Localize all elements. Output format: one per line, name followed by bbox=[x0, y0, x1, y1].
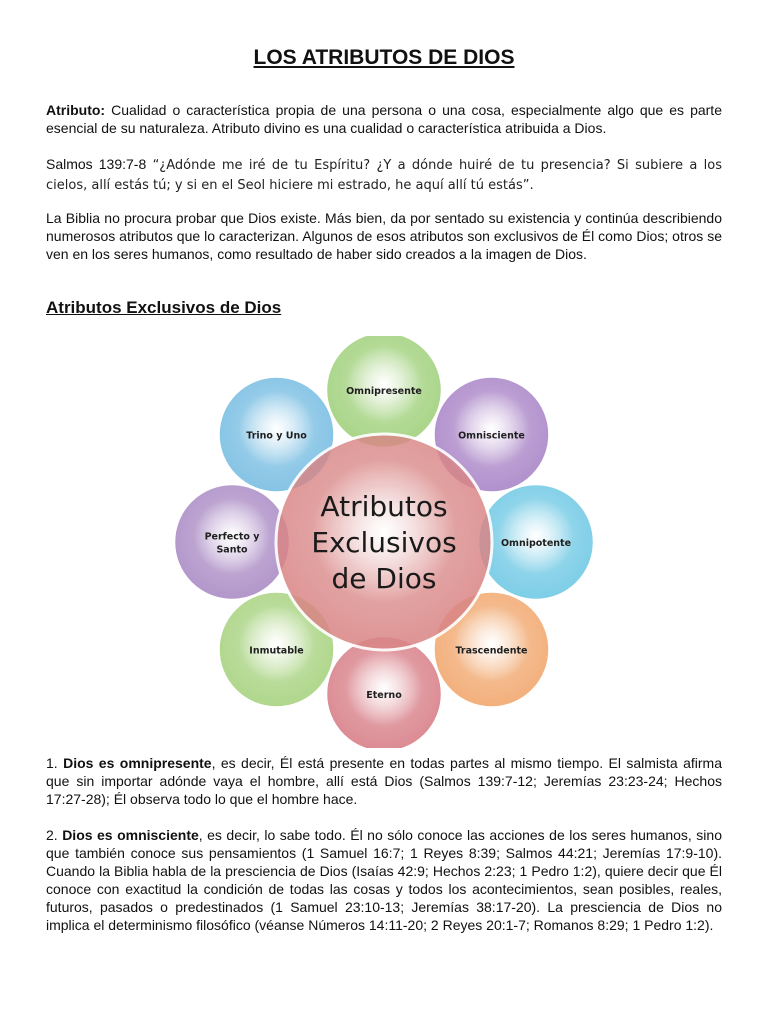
section-heading: Atributos Exclusivos de Dios bbox=[46, 298, 282, 317]
verse-text: “¿Adónde me iré de tu Espíritu? ¿Y a dónde huiré de tu presencia? Si subiere a los cielos, allí estás tú; y si en el Seol hiciere mi estrado, he aquí allí tú estás”. bbox=[46, 158, 722, 193]
petal-label-8-line-1: Trino y Uno bbox=[246, 430, 307, 442]
point-2-number: 2. bbox=[46, 827, 58, 843]
center-label-line-1: Atributos bbox=[320, 490, 448, 523]
center-label-line-2: Exclusivos bbox=[311, 526, 457, 559]
page-title: LOS ATRIBUTOS DE DIOS bbox=[253, 46, 515, 69]
intro-paragraph: La Biblia no procura probar que Dios existe. Más bien, da por sentado su existencia y continúa describiendo numerosos atributos que lo caracterizan. Algunos de esos atributos son exclusivos de Él como Dios; otros se ven en los seres humanos, como resultado de haber sido creados a la imagen de Dios. bbox=[46, 210, 722, 262]
point-1-paragraph bbox=[46, 754, 722, 808]
petal-label-3-line-1: Omnipotente bbox=[500, 538, 572, 549]
point-1-number: 1. bbox=[46, 755, 58, 771]
point-2-paragraph bbox=[46, 826, 722, 934]
petal-label-4-line-1: Trascendente bbox=[455, 645, 528, 657]
point-1-text: , es decir, Él está presente en todas partes al mismo tiempo. El salmista afirma que sin importar adónde vaya el hombre, allí está Dios (Salmos 139:7-12; Jeremías 23:23-24; Hechos 17:27-28); Él observa todo lo que el hombre hace. bbox=[46, 755, 722, 807]
petal-label-5-line-1: Eterno bbox=[366, 690, 402, 701]
petal-label-7-line-2: Santo bbox=[216, 544, 248, 556]
point-2-text: , es decir, lo sabe todo. Él no sólo conoce las acciones de los seres humanos, sino que también conoce sus pensamientos (1 Samuel 16:7; 1 Reyes 8:39; Salmos 44:21; Jeremías 17:9-10). Cuando la Biblia habla de la presciencia de Dios (Isaías 42:9; Hechos 2:23; 1 Pedro 1:2), quiere decir que Él conoce con exactitud la condición de todas las cosas y todos los acontecimientos, sean posibles, reales, futuros, pasados o predestinados (1 Samuel 23:10-13; Jeremías 38:17-20). La presciencia de Dios no implica el determinismo filosófico (véanse Números 14:11-20; 2 Reyes 20:1-7; Romanos 8:29; 1 Pedro 1:2). bbox=[46, 827, 722, 933]
verse-paragraph bbox=[46, 155, 722, 195]
attributes-diagram bbox=[168, 336, 600, 748]
attributes-diagram-svg bbox=[168, 336, 600, 748]
definition-text: Cualidad o característica propia de una persona o una cosa, especialmente algo que es parte esencial de su naturaleza. Atributo divino es una cualidad o característica atribuida a Dios. bbox=[46, 102, 722, 136]
point-2-bold: Dios es omnisciente bbox=[62, 827, 199, 843]
point-1-bold: Dios es omnipresente bbox=[63, 755, 212, 771]
petal-label-2-line-1: Omnisciente bbox=[458, 430, 525, 442]
petal-label-6-line-1: Inmutable bbox=[249, 645, 304, 657]
definition-term: Atributo: bbox=[46, 102, 106, 118]
definition-paragraph bbox=[46, 101, 722, 137]
petal-label-1-line-1: Omnipresente bbox=[346, 386, 422, 397]
petal-label-7-line-1: Perfecto y bbox=[204, 531, 260, 543]
verse-reference: Salmos 139:7-8 bbox=[46, 156, 147, 172]
center-label-line-3: de Dios bbox=[331, 562, 437, 595]
